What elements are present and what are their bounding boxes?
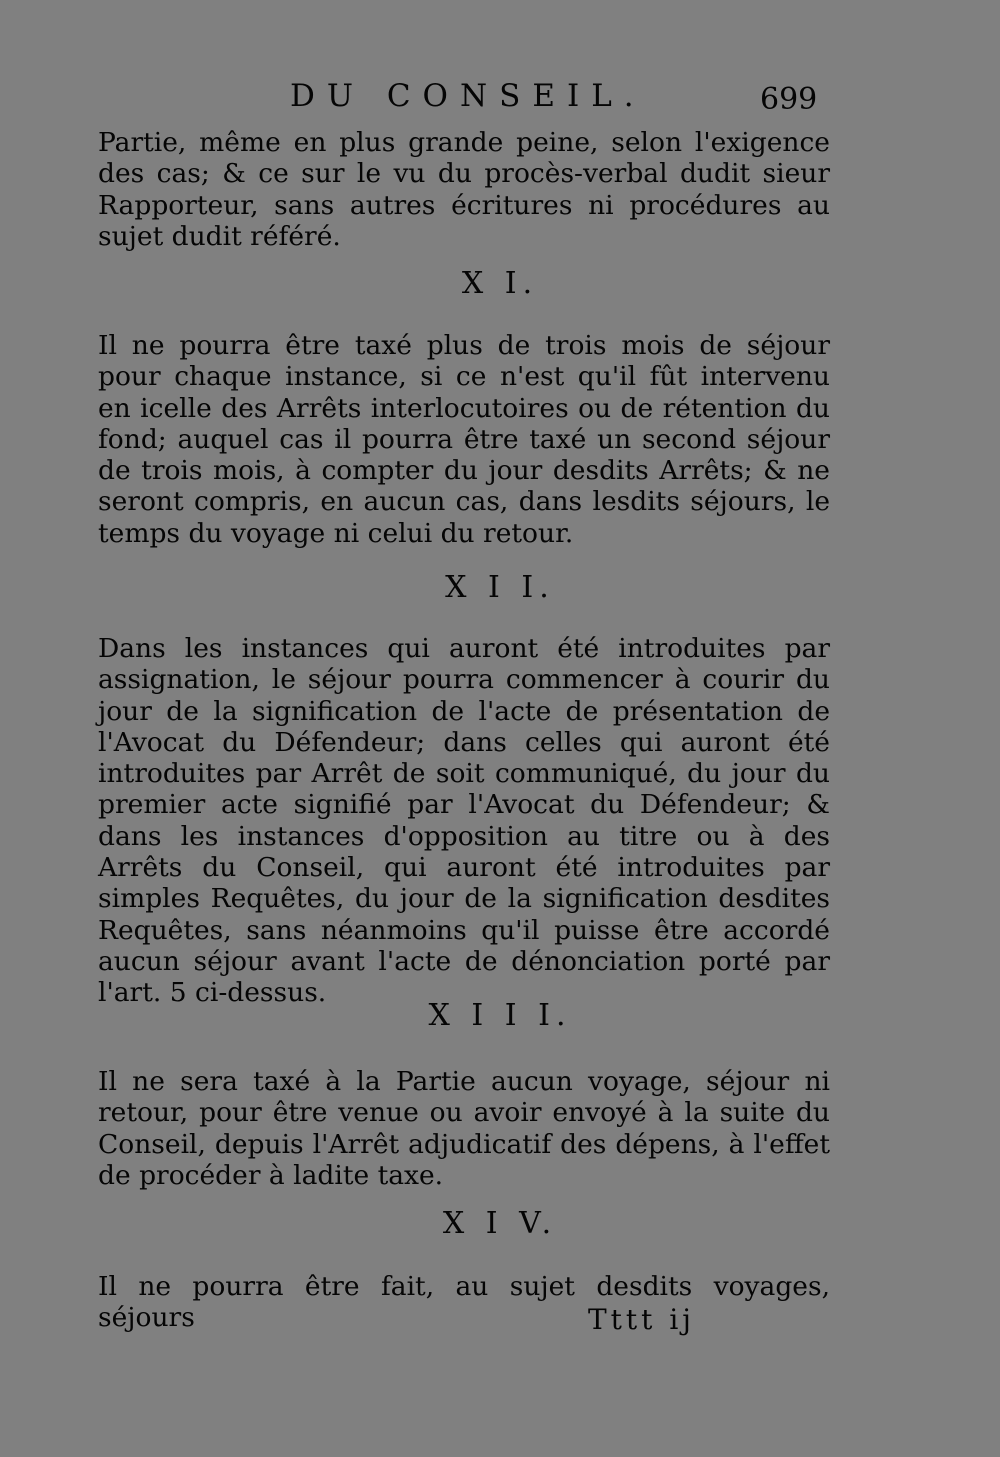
paragraph-article-xiii: Il ne sera taxé à la Partie aucun voyage, séjour ni retour, pour être venue ou avoir envoyé à la suite du Conseil, depuis l'Arrêt adjudicatif des dépens, à l'effet de procéder à ladite taxe. — [98, 1066, 830, 1191]
article-heading-xiii: X I I I. — [428, 998, 572, 1033]
article-heading-xi: X I. — [461, 266, 539, 301]
signature-mark: Tttt ij — [588, 1303, 695, 1336]
paragraph-article-xi: Il ne pourra être taxé plus de trois mois de séjour pour chaque instance, si ce n'est qu'il fût intervenu en icelle des Arrêts interlocutoires ou de rétention du fond; auquel cas il pourra être taxé un second séjour de trois mois, à compter du jour desdits Arrêts; & ne seront compris, en aucun cas, dans lesdits séjours, le temps du voyage ni celui du retour. — [98, 330, 830, 549]
article-heading-xii: X I I. — [445, 570, 555, 605]
paragraph-continuation: Partie, même en plus grande peine, selon l'exigence des cas; & ce sur le vu du procès-verbal dudit sieur Rapporteur, sans autres écritures ni procédures au sujet dudit référé. — [98, 127, 830, 252]
running-head: DU CONSEIL. — [290, 78, 646, 114]
page-number: 699 — [760, 82, 818, 117]
paragraph-article-xii: Dans les instances qui auront été introduites par assignation, le séjour pourra commencer à courir du jour de la signification de l'acte de présentation de l'Avocat du Défendeur; dans celles qui auront été introduites par Arrêt de soit communiqué, du jour du premier acte signifié par l'Avocat du Défendeur; & dans les instances d'opposition au titre ou à des Arrêts du Conseil, qui auront été introduites par simples Requêtes, du jour de la signification desdites Requêtes, sans néanmoins qu'il puisse être accordé aucun séjour avant l'acte de dénonciation porté par l'art. 5 ci-dessus. — [98, 633, 830, 1009]
paragraph-article-xiv: Il ne pourra être fait, au sujet desdits voyages, séjours — [98, 1271, 830, 1334]
article-heading-xiv: X I V. — [442, 1206, 558, 1241]
